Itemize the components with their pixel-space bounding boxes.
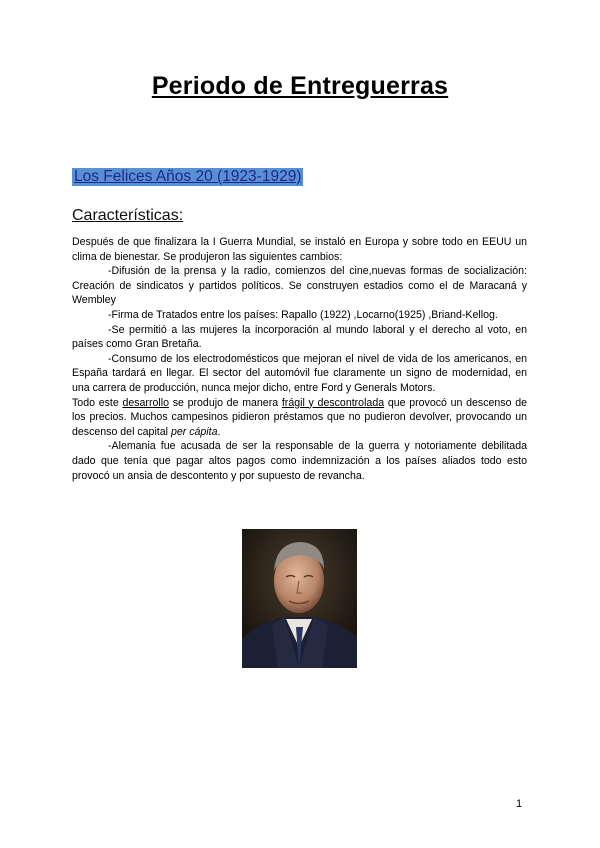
paragraph-development (72, 396, 527, 440)
italic-per-capita: per cápita (170, 425, 218, 438)
paragraph-treaties: -Firma de Tratados entre los países: Rapallo (1922) ,Locarno(1925) ,Briand-Kellog. (108, 308, 498, 321)
paragraph-germany: -Alemania fue acusada de ser la responsable de la guerra y notoriamente debilitada dado que tenía que pagar altos pagos como indemnización a los países aliados todo esto provocó un ansia de descontento y por supuesto de revancha. (72, 440, 527, 482)
text-segment: se produjo de manera (168, 396, 282, 409)
sub-heading: Características: (72, 207, 184, 224)
underlined-desarrollo: desarrollo (122, 396, 169, 409)
text-segment: que provocó un descenso de los precios. Muchos campesinos pidieron préstamos que no pudieron devolver, provocando un descenso del capital (72, 396, 528, 438)
portrait-photo (242, 529, 357, 668)
page-title: Periodo de Entreguerras (151, 72, 449, 100)
underlined-fragil: frágil y descontrolada (281, 396, 385, 409)
page-number: 1 (516, 798, 523, 810)
paragraph-intro: Después de que finalizara la I Guerra Mundial, se instaló en Europa y sobre todo en EEUU un clima de bienestar. Se produjeron las siguientes cambios: (72, 236, 527, 263)
paragraph-media: -Difusión de la prensa y la radio, comienzos del cine,nuevas formas de socialización: Creación de sindicatos y partidos políticos. Se construyen estadios como el de Maracaná y Wembley (72, 265, 527, 307)
body-text (72, 235, 527, 483)
text-segment: . (217, 425, 221, 438)
text-segment: Todo este (72, 396, 123, 409)
paragraph-consumption: -Consumo de los electrodomésticos que mejoran el nivel de vida de los americanos, en España tardará en llegar. El sector del automóvil fue claramente un signo de modernidad, en una carrera de producción, nunca mejor dicho, entre Ford y Generals Motors. (72, 352, 527, 394)
section-heading: Los Felices Años 20 (1923-1929) (74, 168, 302, 185)
paragraph-women: -Se permitió a las mujeres la incorporación al mundo laboral y el derecho al voto, en países como Gran Bretaña. (72, 323, 527, 351)
